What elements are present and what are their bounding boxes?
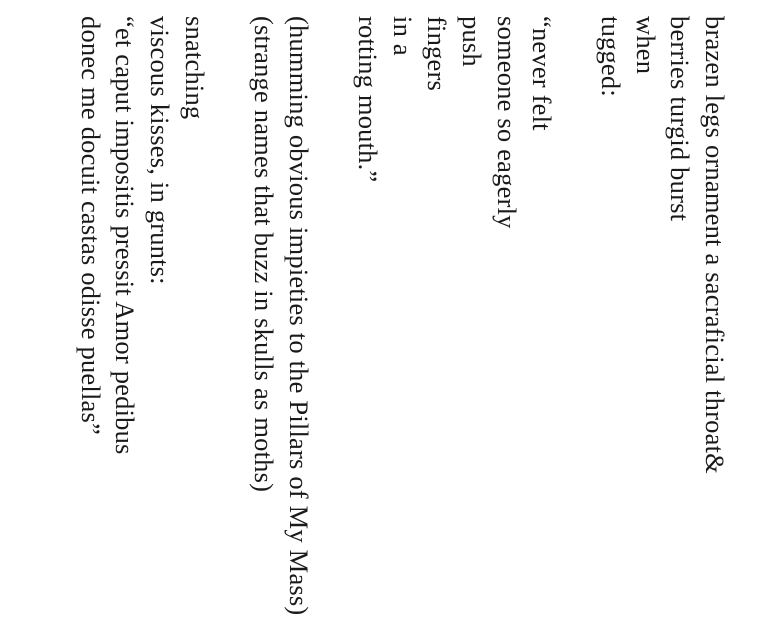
poem-line-10: rotting mouth.” bbox=[353, 16, 384, 183]
poem-line-1: brazen legs ornament a sacraficial throat& bbox=[700, 16, 730, 474]
poem-line-2: berries turgid burst bbox=[665, 16, 696, 222]
poem-line-9: in a bbox=[387, 16, 418, 56]
poem-line-14: viscous kisses, in grunts: bbox=[145, 16, 175, 285]
stanza-gap-1 bbox=[559, 16, 594, 620]
rotated-poem-block bbox=[72, 0, 732, 620]
poem-line-13: snatching bbox=[179, 16, 210, 120]
poem-line-5: “never felt bbox=[526, 16, 557, 131]
stanza-gap-2 bbox=[316, 16, 351, 620]
poem-line-6: someone so eagerly bbox=[491, 16, 522, 229]
stanza-gap-3 bbox=[212, 16, 247, 620]
poem-line-3: when bbox=[630, 16, 661, 75]
poem-line-8: fingers bbox=[422, 16, 453, 91]
poem-line-7: push bbox=[457, 16, 488, 67]
poem-line-15: “et caput impositis pressit Amor pedibus bbox=[110, 16, 141, 455]
poem-line-16: donec me docuit castas odisse puellas” bbox=[75, 16, 106, 435]
poem-line-12: (strange names that buzz in skulls as moths) bbox=[249, 16, 280, 493]
poem-line-11: (humming obvious impieties to the Pillars of My Mass) bbox=[283, 16, 314, 616]
poem-line-4: tugged: bbox=[595, 16, 626, 97]
